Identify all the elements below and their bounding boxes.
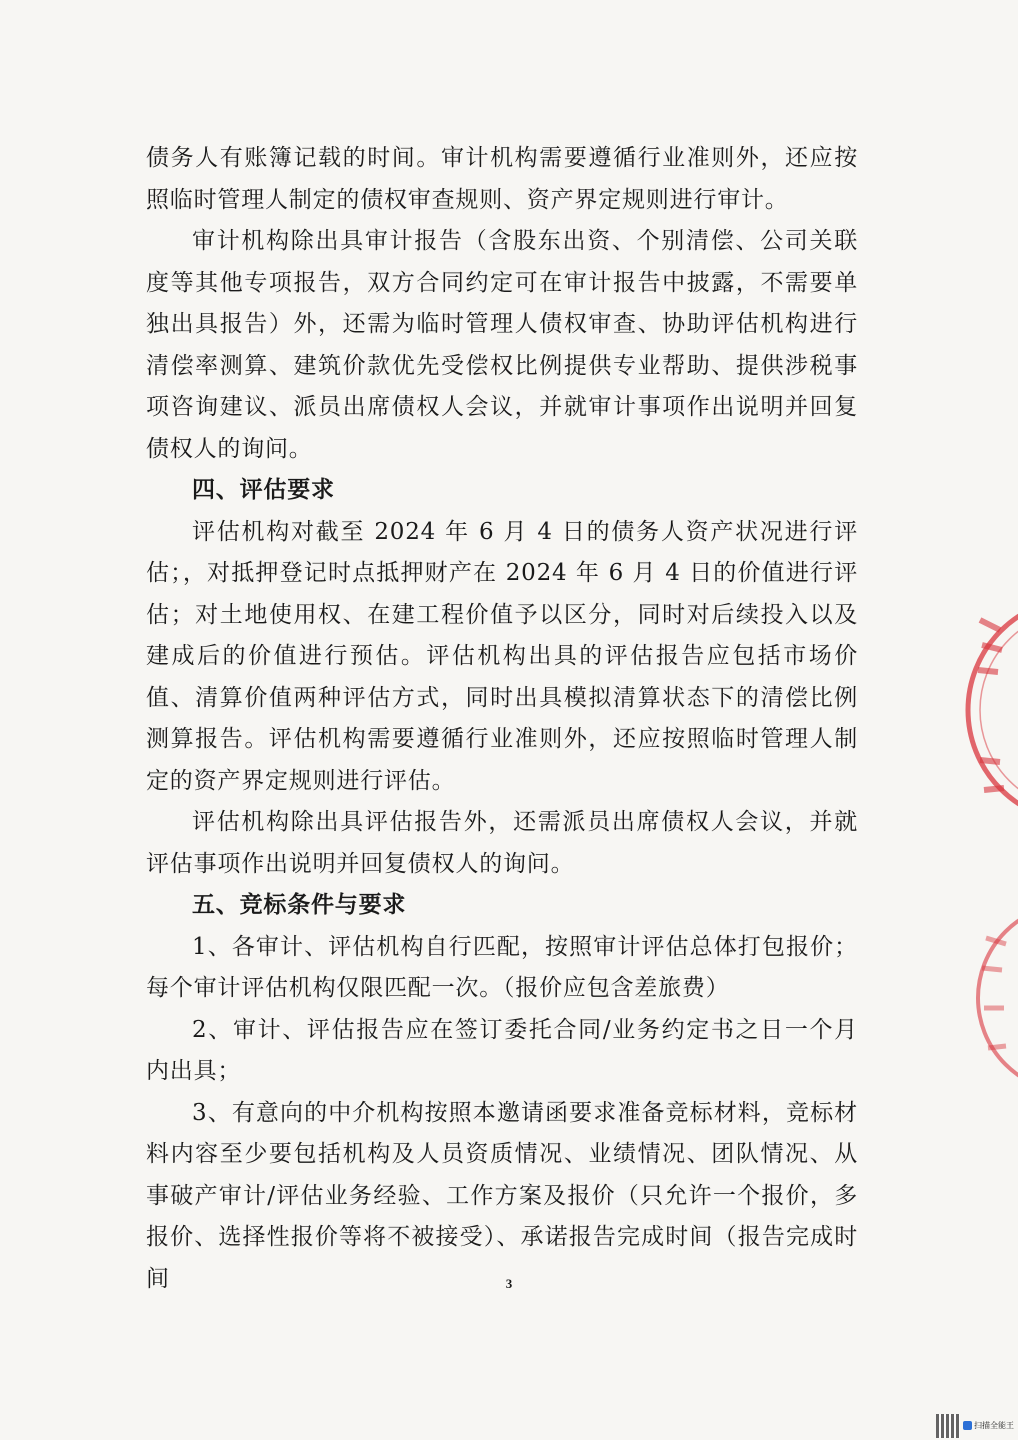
section-heading: 四、评估要求 [192,477,335,503]
paragraph: 评估机构对截至 2024 年 6 月 4 日的债务人资产状况进行评估；，对抵押登记时点抵押财产在 2024 年 6 月 4 日的价值进行评估；对土地使用权、在建工程价值予以区分，同时对后续投入以及建成后的价值进行预估。评估机构出具的评估报告应包括市场价值、清算价值两种评估方式，同时出具模拟清算状态下的清偿比例测算报告。评估机构需要遵循行业准则外，还应按照临时管理人制定的资产界定规则进行评估。 [146,518,858,794]
seal-stamp-icon [962,898,1018,1098]
camscanner-logo-icon [963,1421,972,1430]
section-heading: 五、竞标条件与要求 [192,892,407,918]
paragraph: 评估机构除出具评估报告外，还需派员出席债权人会议，并就评估事项作出说明并回复债权人的询问。 [146,809,858,877]
paragraph: 审计机构除出具审计报告（含股东出资、个别清偿、公司关联度等其他专项报告，双方合同约定可在审计报告中披露，不需要单独出具报告）外，还需为临时管理人债权审查、协助评估机构进行清偿率测算、建筑价款优先受偿权比例提供专业帮助、提供涉税事项咨询建议、派员出席债权人会议，并就审计事项作出说明并回复债权人的询问。 [146,228,858,462]
seal-stamp-icon [960,590,1018,830]
paragraph: 债务人有账簿记载的时间。审计机构需要遵循行业准则外，还应按照临时管理人制定的债权审查规则、资产界定规则进行审计。 [146,145,858,213]
paragraph: 3、有意向的中介机构按照本邀请函要求准备竞标材料，竞标材料内容至少要包括机构及人员资质情况、业绩情况、团队情况、从事破产审计/评估业务经验、工作方案及报价（只允许一个报价，多报价、选择性报价等将不被接受）、承诺报告完成时间（报告完成时间 [146,1099,858,1292]
body-text [146,138,858,1300]
paragraph: 2、审计、评估报告应在签订委托合同/业务约定书之日一个月内出具； [146,1016,858,1084]
paragraph: 1、各审计、评估机构自行匹配，按照审计评估总体打包报价；每个审计评估机构仅限匹配一次。（报价应包含差旅费） [146,933,858,1001]
page-number: 3 [505,1276,513,1291]
scanner-watermark [936,1411,1018,1440]
qr-code-icon [936,1414,960,1438]
scanner-title: 扫描全能王 [974,1421,1014,1430]
